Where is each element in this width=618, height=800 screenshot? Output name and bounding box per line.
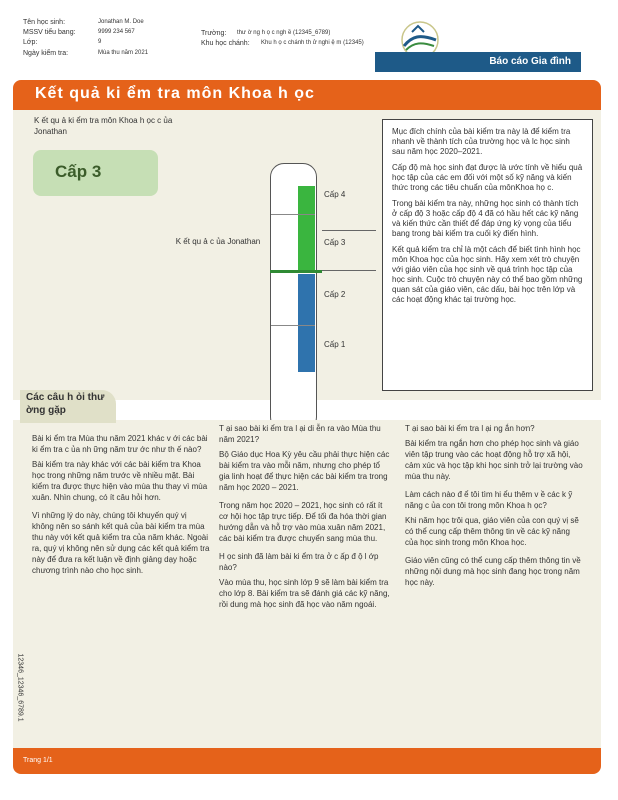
document-code: 12346_12346_6789.1 [16, 653, 24, 722]
faq-question: T ại sao bài ki ểm tra l ại ng ắn hơn? [405, 424, 535, 433]
faq-answer: Bài kiểm tra này khác với các bài kiểm tra Khoa học trong những năm trước về nhiều mặt. Bài kiểm tra được thực hiện vào mùa thu thay vì mùa xuân. Nhìn chung, có ít câu hỏi hơn. [32, 460, 208, 502]
faq-answer: Khi năm học trôi qua, giáo viên của con quý vị sẽ có thể cung cấp thêm thông tin về các kỹ năng của học sinh trong môn Khoa học. [405, 516, 579, 547]
faq-question: H ọc sinh đã làm bài ki ểm tra ở c ấp đ ộ l ớp nào? [219, 552, 379, 572]
level-1-label: Cấp 1 [324, 340, 346, 349]
test-date-label: Ngày kiểm tra: [23, 50, 69, 57]
achievement-level-label: Cấp 3 [55, 162, 102, 181]
info-paragraph: Cấp độ mà học sinh đạt được là ước tính về hiểu quả học tập của các em đối với một số kỹ năng và kiến thức trong các tiêu chuẩn của mônKhoa họ c. [392, 163, 583, 192]
scale-divider-4-3 [271, 214, 315, 215]
scale-leader-line-mid [322, 270, 376, 271]
results-subtitle: K ết qu ả ki ểm tra môn Khoa h ọc c ủa Jonathan [34, 116, 173, 136]
report-type-band [375, 52, 581, 72]
faq-column-1 [32, 433, 210, 583]
title-bar [13, 80, 601, 110]
school-label: Trường: [201, 30, 227, 37]
faq-column-3 [405, 423, 585, 595]
district-label: Khu học chánh: [201, 40, 250, 47]
level-2-label: Cấp 2 [324, 290, 346, 299]
student-name-value: Jonathan M. Doe [98, 19, 144, 25]
faq-question: T ại sao bài ki ểm tra l ại di ễn ra vào Mùa thu năm 2021? [219, 424, 381, 444]
achievement-level-box [33, 150, 158, 196]
footer-bar [13, 748, 601, 774]
result-label: K ết qu ả c ủa Jonathan [175, 237, 261, 246]
faq-answer: Giáo viên cũng có thể cung cấp thêm thông tin về những nội dung mà học sinh đang học trong năm học này. [405, 556, 581, 587]
mssv-label: MSSV tiểu bang: [23, 29, 76, 36]
faq-answer: Vì những lý do này, chúng tôi khuyến quý vị không nên so sánh kết quả của bài kiểm tra mùa thu này với kết quả kiểm tra của năm khác. Ngoài ra, quý vị không nên sử dụng các kết quả kiểm tra này để đưa ra kết luận về định giảng dạy hoặc chương trình nào cho học sinh. [32, 511, 210, 575]
mssv-value: 9999 234 567 [98, 29, 135, 35]
student-name-label: Tên học sinh: [23, 19, 66, 26]
school-value: thư ờ ng h ọ c ngh ề (12345_6789) [237, 30, 331, 36]
faq-question: Bài ki ểm tra Mùa thu năm 2021 khác v ới các bài ki ểm tra c ủa nh ững năm trư ớc như th ế nào? [32, 434, 208, 454]
scale-divider-2-1 [271, 325, 315, 326]
faq-question: Làm cách nào đ ể tôi tìm hi ểu thêm v ề các k ỹ năng c ủa con tôi trong môn Khoa h ọc? [405, 490, 573, 510]
level-4-label: Cấp 4 [324, 190, 346, 199]
page-title: Kết quả ki ểm tra môn Khoa h ọc [35, 85, 315, 102]
scale-leader-line-3 [322, 230, 376, 231]
district-value: Khu h ọ c chánh th ử nghi ệ m (12345) [261, 40, 364, 46]
scale-bar-blue [298, 274, 315, 372]
faq-answer: Bài kiểm tra ngắn hơn cho phép học sinh và giáo viên tập trung vào các hoạt động hỗ trợ xã hội, cảm xúc và học tập khi học sinh trở lại trường vào mùa thu này. [405, 439, 583, 481]
test-date-value: Mùa thu năm 2021 [98, 50, 149, 56]
class-label: Lớp: [23, 39, 38, 46]
class-value: 9 [98, 39, 102, 45]
faq-column-2 [219, 423, 392, 617]
info-paragraph: Mục đích chính của bài kiểm tra này là để kiểm tra nhanh về thành tích của trường học và lc học sinh sau năm học 2020–2021. [392, 127, 571, 156]
faq-answer: Vào mùa thu, học sinh lớp 9 sẽ làm bài kiểm tra cho lớp 8. Bài kiểm tra sẽ đánh giá các kỹ năng, rồi dung mà học sinh đã học vào năm ngoái. [219, 578, 390, 609]
faq-tab [20, 390, 116, 423]
page-number: Trang 1/1 [23, 757, 53, 764]
faq-answer: Bộ Giáo dục Hoa Kỳ yêu cầu phải thực hiện các bài kiểm tra vào mỗi năm, nhưng cho phép tổ gia linh hoạt để thực hiện các bài kiểm tra trong năm học 2020 – 2021. [219, 450, 390, 492]
student-score-marker [270, 270, 322, 273]
faq-answer: Trong năm học 2020 – 2021, học sinh có rất ít cơ hội học tập trực tiếp. Để tối đa hóa thời gian hướng dẫn và hỗ trợ vào mùa xuân năm 2021, các bài kiểm tra được chuyển sang mùa thu. [219, 501, 387, 543]
report-type-label: Báo cáo Gia đình [489, 56, 571, 67]
info-paragraph: Kết quả kiểm tra chỉ là một cách để biết tình hình học môn Khoa học của học sinh. Hãy xem xét trò chuyện với giáo viên của học sinh về quá trình học tập của học sinh. Cuộc trò chuyện này có thể bao gồm những quan sát của giáo viên, các dấu, bài học trên lớp và các hoạt động khác tại trường học. [392, 245, 583, 304]
faq-title: Các câu h ỏi thư ờng gặp [26, 392, 105, 416]
level-3-label: Cấp 3 [324, 238, 346, 247]
scale-bar-green [298, 186, 315, 270]
info-paragraph: Trong bài kiểm tra này, những học sinh có thành tích ở cấp độ 3 hoặc cấp độ 4 đã có hầu hết các kỹ năng và kiến thức cần thiết để đáp ứng kỳ vọng của tiểu bang trong bài kiểm tra cuối kỳ điển hình. [392, 199, 579, 238]
info-box [382, 119, 593, 391]
